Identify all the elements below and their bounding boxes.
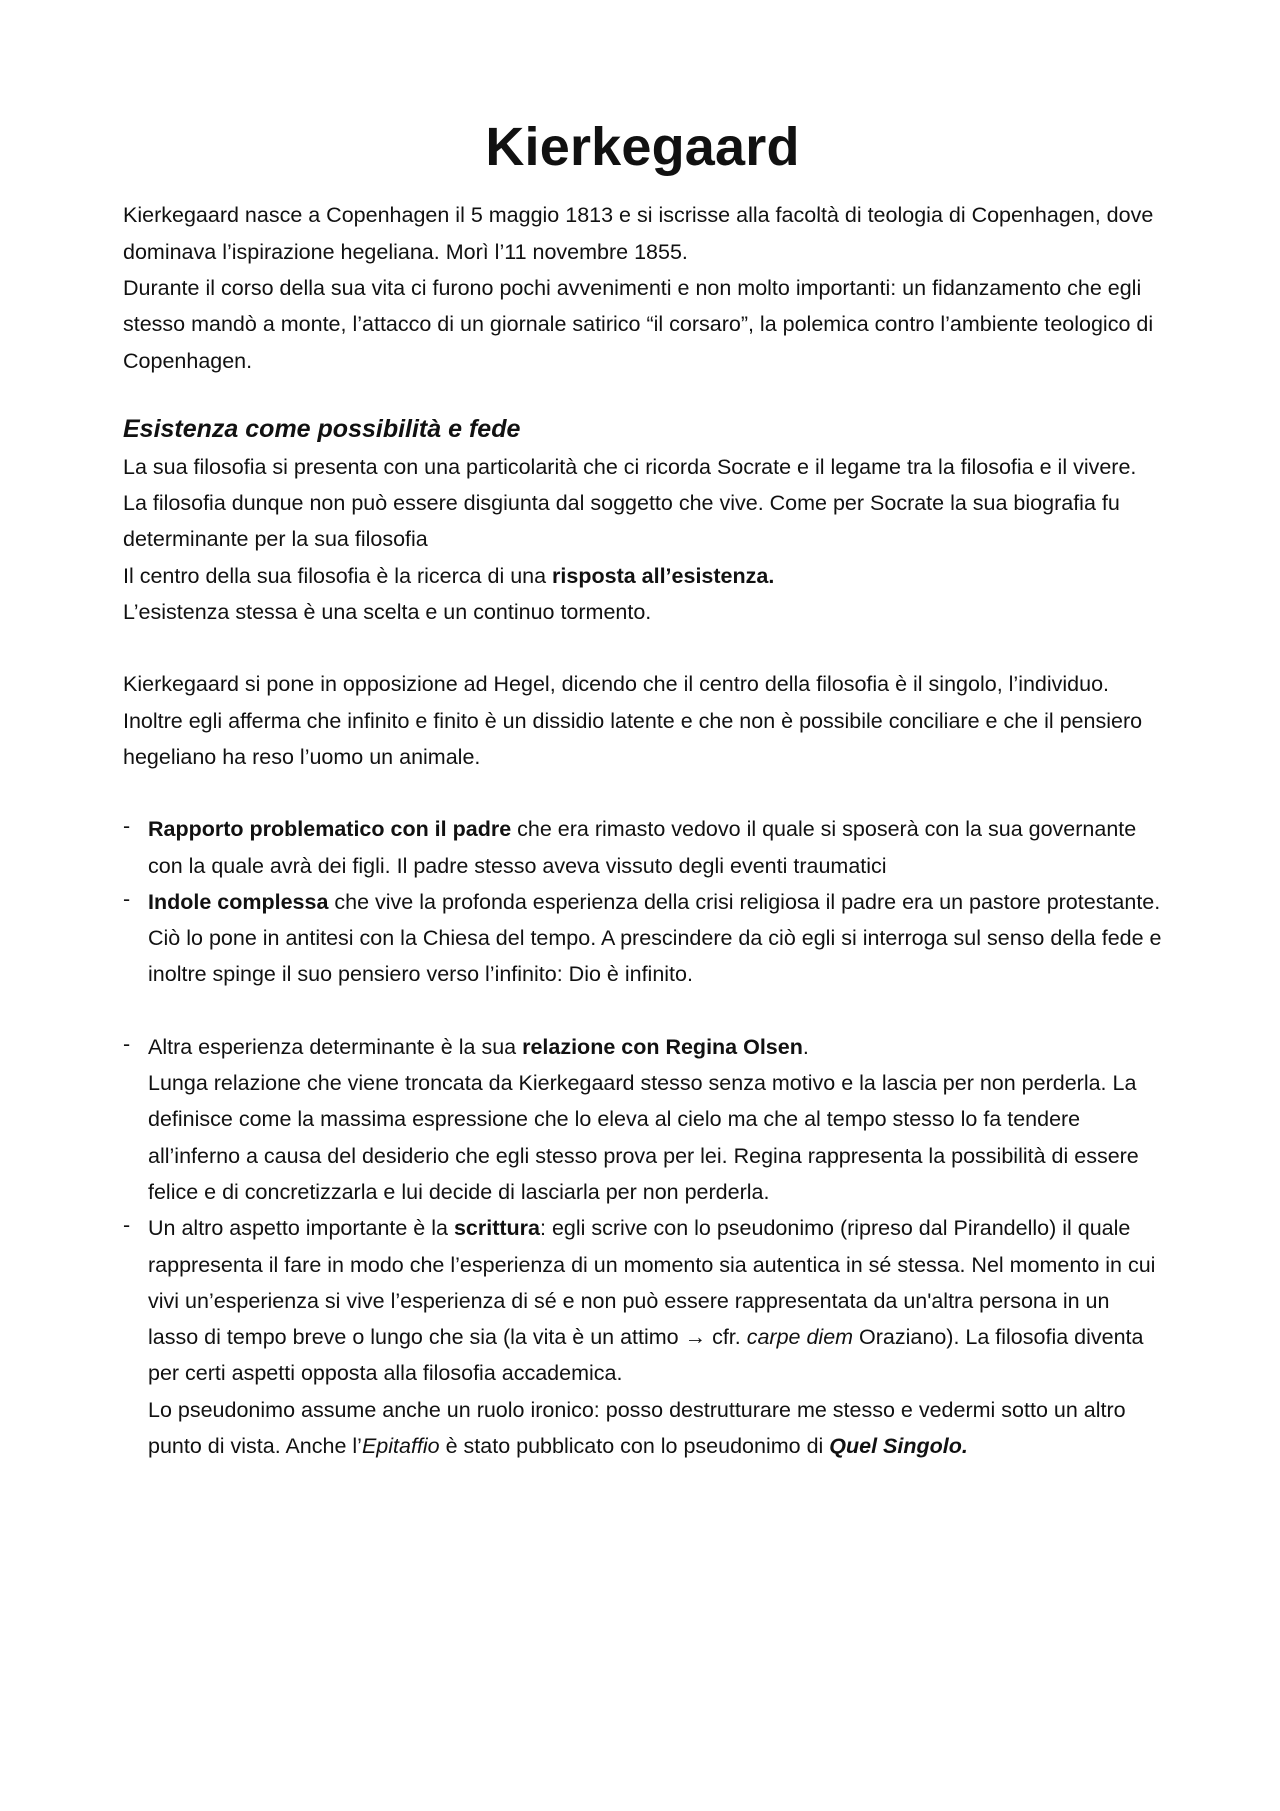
dash-bullet-icon: - [123,1031,131,1056]
blank-line [123,630,1162,666]
item-continuation: Lunga relazione che viene troncata da Kierkegaard stesso senza motivo e la lascia per non perderla. La definisce come la massima espressione che lo eleva al cielo ma che al tempo stesso lo fa tendere all’inferno a causa del desiderio che egli stesso prova per lei. Regina rappresenta la possibilità di essere felice e di concretizzarla e lui decide di lasciarla per non perderla. [148,1071,1139,1204]
section-paragraph-3: L’esistenza stessa è una scelta e un continuo tormento. [123,600,652,625]
list-item [123,1029,1162,1210]
paragraph-text: Il centro della sua filosofia è la ricerca di una [123,563,553,588]
item-continuation: Ciò lo pone in antitesi con la Chiesa del tempo. A prescindere da ciò egli si interroga sul senso della fede e inoltre spinge il suo pensiero verso l’infinito: Dio è infinito. [148,926,1162,987]
list-item [123,1210,1162,1464]
blank-line [123,775,1162,811]
dash-bullet-icon: - [123,1213,131,1238]
list-item [123,811,1162,884]
item-text: Oraziano). La filosofia diventa per certi aspetti opposta alla filosofia accademica. [148,1325,1144,1386]
italic-phrase: carpe diem [746,1325,854,1350]
section-paragraph-5: Inoltre egli afferma che infinito e finito è un dissidio latente e che non è possibile conciliare e che il pensiero hegeliano ha reso l’uomo un animale. [123,708,1143,769]
bullet-list-1 [123,811,1162,992]
list-item [123,884,1162,993]
dash-bullet-icon: - [123,814,131,839]
item-text: : egli scrive con lo pseudonimo (ripreso dal Pirandello) il quale rappresenta il fare in modo che l’esperienza di un momento sia autentica in sé stessa. Nel momento in cui vivi un’esperienza si vive l’esperienza di sé e non può essere rappresentata da un'altra persona in un lasso di tempo breve o lungo che sia (la vita è un attimo → cfr. [148,1216,1156,1350]
bold-phrase: Indole complessa [148,889,329,914]
dash-bullet-icon: - [123,886,131,911]
bold-italic-phrase: Quel Singolo. [829,1434,968,1458]
section-heading: Esistenza come possibilità e fede [123,414,521,443]
bold-phrase: Rapporto problematico con il padre [148,817,512,842]
section-paragraph-2 [123,558,1162,594]
bold-phrase: risposta all’esistenza. [552,563,775,588]
intro-paragraph-2: Durante il corso della sua vita ci furono pochi avvenimenti e non molto importanti: un fidanzamento che egli stesso mandò a monte, l’attacco di un giornale satirico “il corsaro”, la polemica contro l’ambiente teologico di Copenhagen. [123,275,1154,373]
item-text: è stato pubblicato con lo pseudonimo di [439,1434,830,1458]
section-paragraph-4: Kierkegaard si pone in opposizione ad Hegel, dicendo che il centro della filosofia è il singolo, l’individuo. [123,672,1110,697]
page-title: Kierkegaard [485,117,800,177]
item-text: . [802,1034,809,1059]
italic-phrase: Epitaffio [361,1434,440,1458]
bold-phrase: scrittura [453,1216,540,1241]
item-text: che vive la profonda esperienza della crisi religiosa il padre era un pastore protestante. [328,889,1161,914]
intro-paragraph-1: Kierkegaard nasce a Copenhagen il 5 maggio 1813 e si iscrisse alla facoltà di teologia di Copenhagen, dove dominava l’ispirazione hegeliana. Morì l’11 novembre 1855. [123,203,1154,264]
blank-line [123,993,1162,1029]
section-paragraph-1: La sua filosofia si presenta con una particolarità che ci ricorda Socrate e il legame tra la filosofia e il vivere. La filosofia dunque non può essere disgiunta dal soggetto che vive. Come per Socrate la sua biografia fu determinante per la sua filosofia [123,454,1137,552]
bullet-list-2 [123,1029,1162,1465]
item-continuation: Lo pseudonimo assume anche un ruolo ironico: posso destrutturare me stesso e vedermi sotto un altro punto di vista. Anche l’ [148,1397,1126,1458]
item-text: Un altro aspetto importante è la [148,1216,454,1241]
item-text: Altra esperienza determinante è la sua [148,1034,523,1059]
item-text: che era rimasto vedovo il quale si sposerà con la sua governante con la quale avrà dei figli. Il padre stesso aveva vissuto degli eventi traumatici [148,817,1137,878]
bold-phrase: relazione con Regina Olsen [522,1034,803,1059]
